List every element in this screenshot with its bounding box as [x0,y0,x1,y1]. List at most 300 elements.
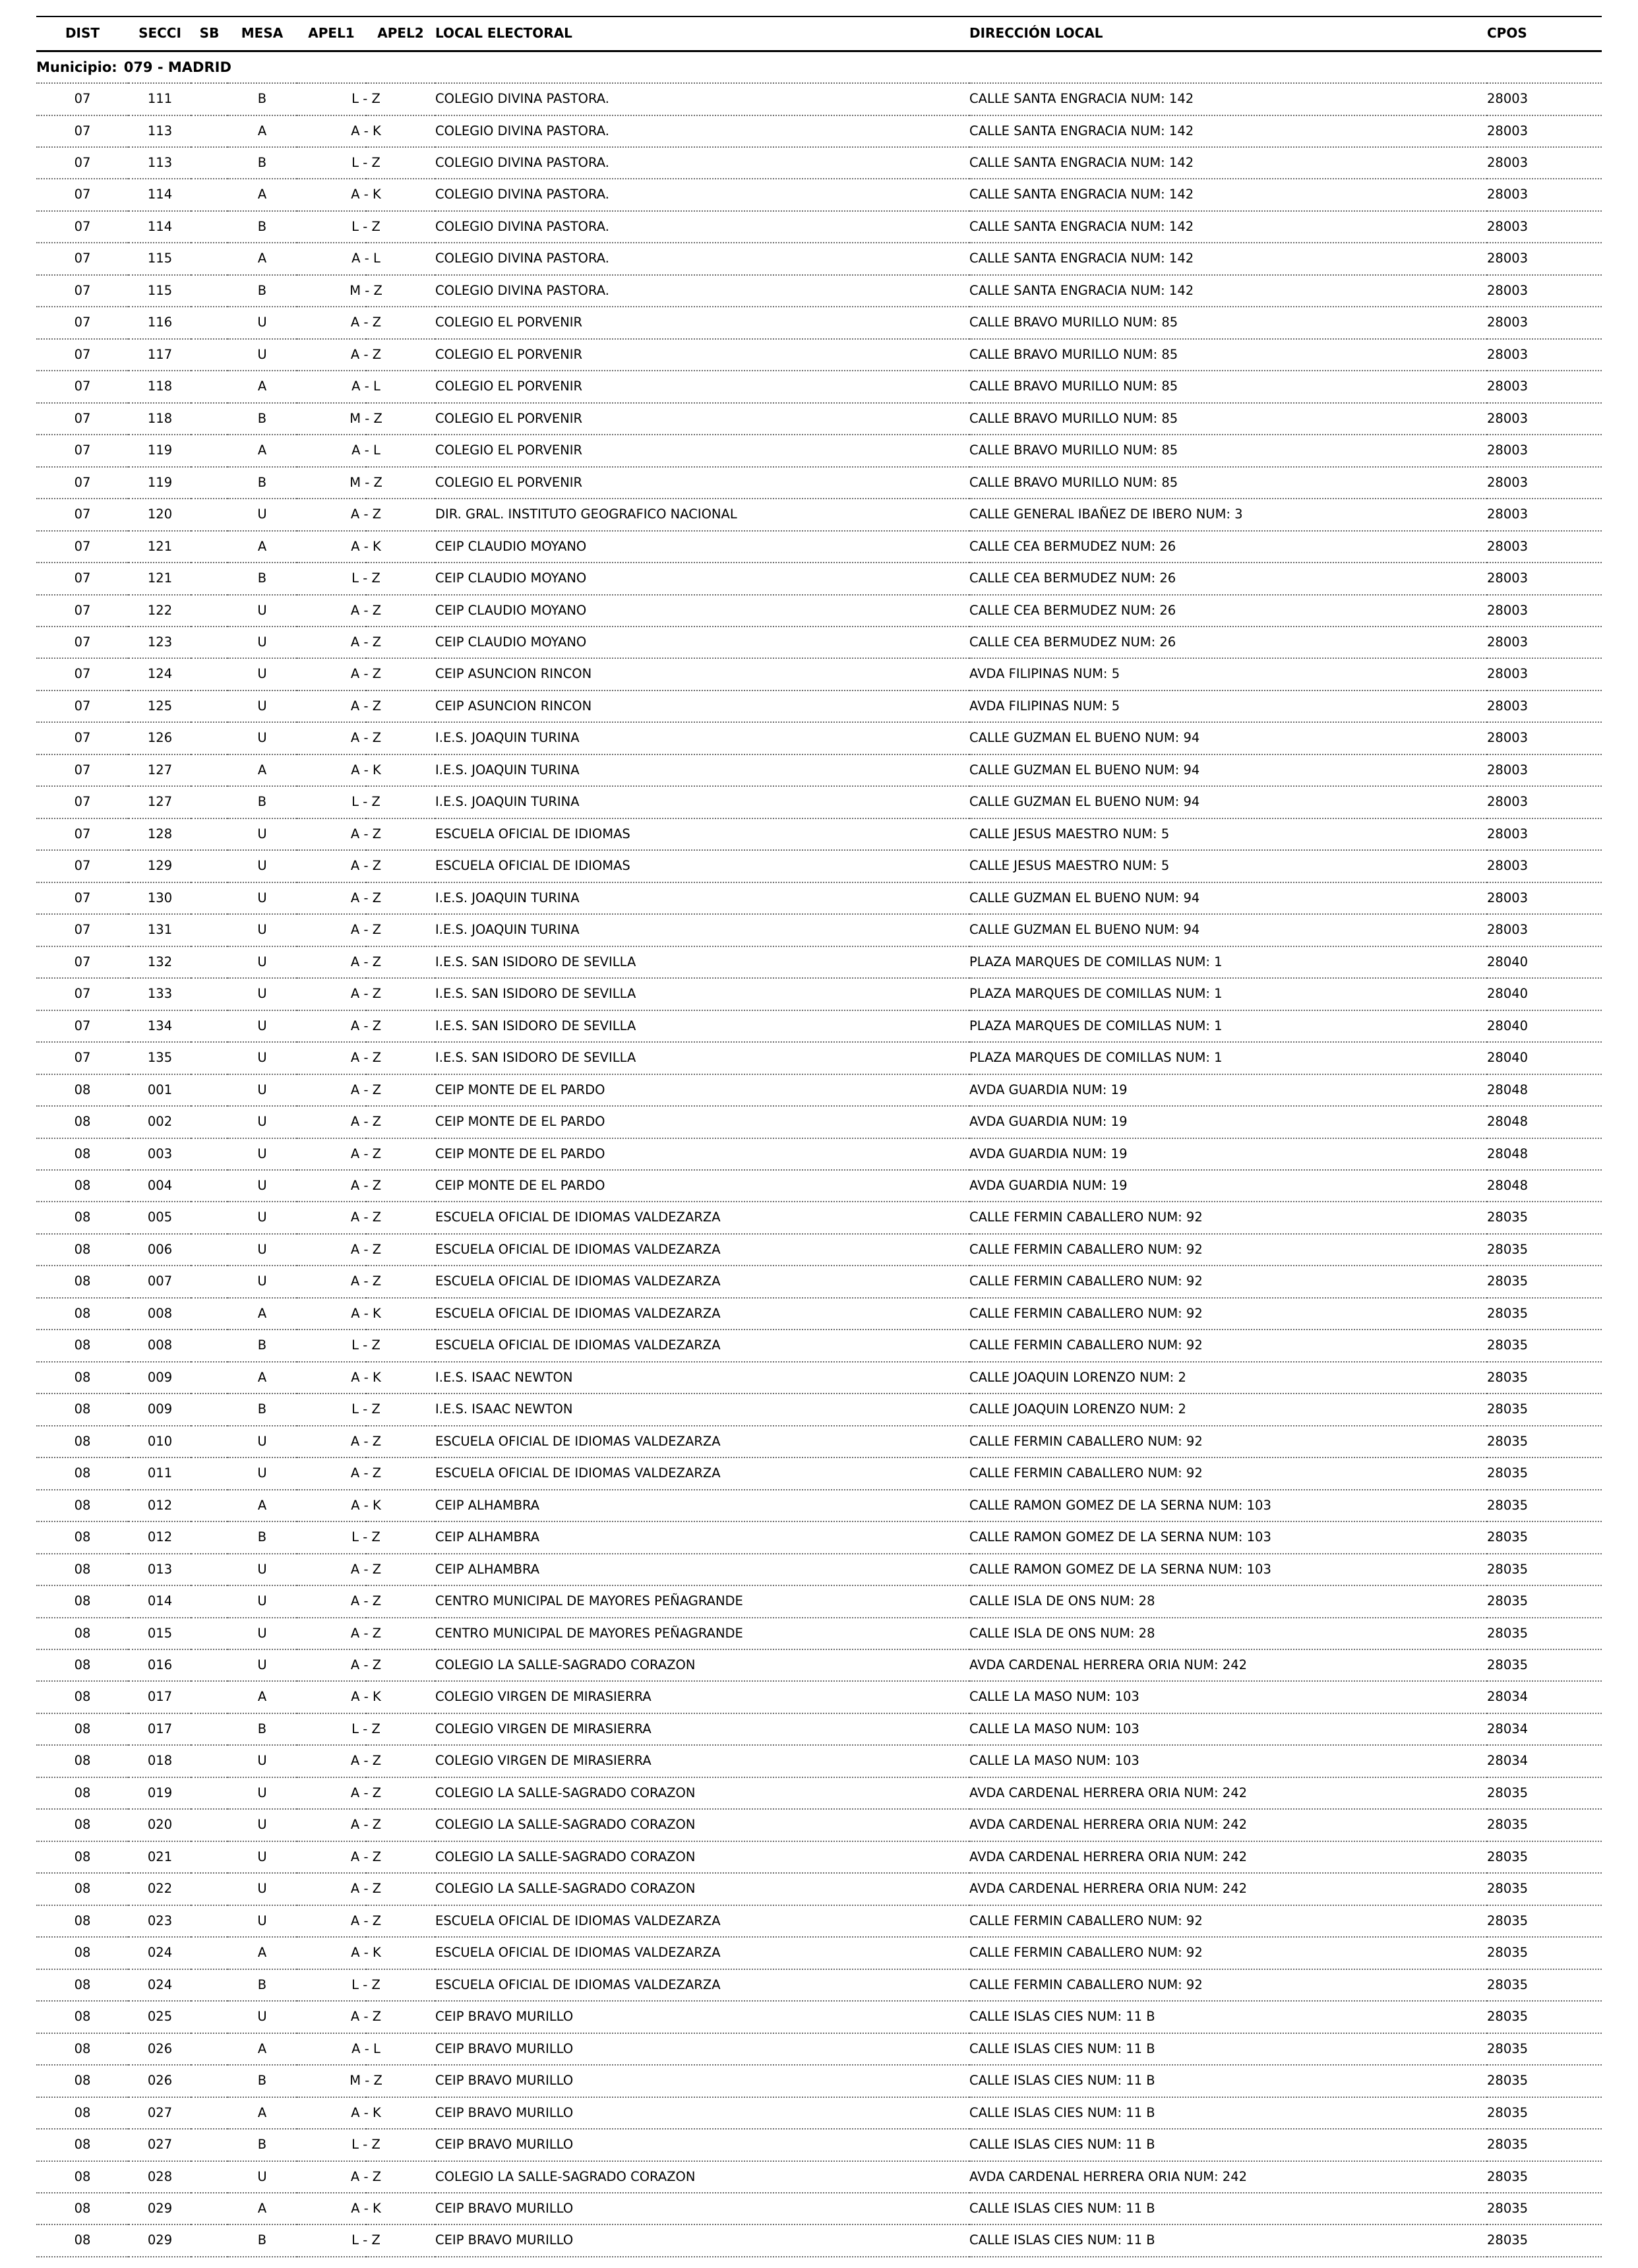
cell-dist: 07 [36,882,129,914]
cell-dist: 07 [36,211,129,243]
table-row [36,1266,1602,1297]
cell-sb [191,850,228,882]
cell-secci: 009 [129,1362,191,1394]
cell-secci: 111 [129,83,191,115]
cell-sb [191,1042,228,1074]
cell-secci: 006 [129,1234,191,1266]
table-row [36,243,1602,274]
cell-cpos: 28035 [1487,2001,1602,2033]
cell-cpos: 28040 [1487,1042,1602,1074]
cell-apel: A - Z [297,1649,435,1681]
cell-sb [191,1585,228,1617]
cell-mesa: U [228,1618,297,1649]
cell-cpos: 28003 [1487,211,1602,243]
cell-direccion: CALLE GENERAL IBAÑEZ DE IBERO NUM: 3 [969,499,1487,530]
cell-secci: 133 [129,978,191,1010]
cell-dist: 07 [36,243,129,274]
table-row [36,722,1602,754]
cell-apel: A - Z [297,818,435,850]
table-row [36,1873,1602,1905]
cell-direccion: CALLE ISLA DE ONS NUM: 28 [969,1585,1487,1617]
cell-dist: 08 [36,1618,129,1649]
cell-apel: A - Z [297,1106,435,1138]
cell-local: COLEGIO DIVINA PASTORA. [435,83,969,115]
cell-cpos: 28003 [1487,339,1602,371]
cell-direccion: CALLE ISLAS CIES NUM: 11 B [969,2001,1487,2033]
cell-dist: 07 [36,179,129,210]
cell-apel: A - K [297,115,435,147]
cell-dist: 07 [36,1042,129,1074]
cell-sb [191,1106,228,1138]
cell-direccion: CALLE FERMIN CABALLERO NUM: 92 [969,1457,1487,1489]
cell-local: CEIP MONTE DE EL PARDO [435,1170,969,1202]
cell-direccion: CALLE ISLAS CIES NUM: 11 B [969,2129,1487,2161]
cell-secci: 121 [129,563,191,594]
cell-sb [191,563,228,594]
cell-dist: 08 [36,1234,129,1266]
cell-dist: 08 [36,1905,129,1937]
cell-mesa: U [228,1106,297,1138]
cell-secci: 126 [129,722,191,754]
cell-mesa: U [228,1170,297,1202]
col-header-mesa: MESA [228,16,297,51]
cell-mesa: B [228,211,297,243]
cell-direccion: CALLE LA MASO NUM: 103 [969,1745,1487,1777]
cell-mesa: A [228,179,297,210]
cell-cpos: 28003 [1487,531,1602,563]
cell-direccion: CALLE BRAVO MURILLO NUM: 85 [969,403,1487,435]
cell-cpos: 28034 [1487,1745,1602,1777]
cell-apel: A - L [297,243,435,274]
table-row [36,2224,1602,2256]
cell-dist: 07 [36,307,129,338]
cell-mesa: U [228,307,297,338]
cell-mesa: B [228,1521,297,1553]
cell-cpos: 28035 [1487,1266,1602,1297]
cell-secci: 005 [129,1202,191,1233]
cell-apel: A - Z [297,1170,435,1202]
cell-cpos: 28035 [1487,1330,1602,1361]
cell-sb [191,1937,228,1969]
cell-apel: A - Z [297,690,435,722]
cell-direccion: CALLE GUZMAN EL BUENO NUM: 94 [969,882,1487,914]
table-row [36,339,1602,371]
cell-secci: 128 [129,818,191,850]
cell-dist: 08 [36,1554,129,1585]
cell-apel: A - Z [297,1042,435,1074]
table-row [36,147,1602,179]
cell-apel: A - L [297,435,435,466]
cell-secci: 134 [129,1010,191,1042]
cell-apel: L - Z [297,147,435,179]
cell-mesa: U [228,1873,297,1905]
cell-local: COLEGIO VIRGEN DE MIRASIERRA [435,1745,969,1777]
cell-cpos: 28035 [1487,2224,1602,2256]
cell-direccion: CALLE LA MASO NUM: 103 [969,1713,1487,1745]
cell-direccion: CALLE GUZMAN EL BUENO NUM: 94 [969,914,1487,946]
table-row [36,1138,1602,1170]
cell-mesa: A [228,531,297,563]
cell-cpos: 28048 [1487,1170,1602,1202]
cell-secci: 129 [129,850,191,882]
cell-sb [191,275,228,307]
cell-direccion: CALLE RAMON GOMEZ DE LA SERNA NUM: 103 [969,1554,1487,1585]
cell-local: I.E.S. ISAAC NEWTON [435,1394,969,1425]
cell-local: CEIP ASUNCION RINCON [435,658,969,690]
cell-direccion: CALLE SANTA ENGRACIA NUM: 142 [969,179,1487,210]
cell-local: I.E.S. JOAQUIN TURINA [435,754,969,786]
table-row [36,2193,1602,2224]
cell-dist: 08 [36,1170,129,1202]
cell-secci: 115 [129,275,191,307]
cell-sb [191,1745,228,1777]
cell-apel: A - Z [297,1457,435,1489]
cell-local: COLEGIO VIRGEN DE MIRASIERRA [435,1681,969,1713]
cell-local: COLEGIO DIVINA PASTORA. [435,243,969,274]
cell-direccion: CALLE FERMIN CABALLERO NUM: 92 [969,1298,1487,1330]
cell-mesa: A [228,243,297,274]
cell-apel: A - K [297,531,435,563]
cell-apel: A - Z [297,658,435,690]
cell-sb [191,147,228,179]
cell-apel: A - K [297,2193,435,2224]
cell-cpos: 28003 [1487,435,1602,466]
cell-cpos: 28003 [1487,882,1602,914]
table-row [36,2161,1602,2193]
cell-secci: 011 [129,1457,191,1489]
table-row [36,1554,1602,1585]
cell-dist: 08 [36,2224,129,2256]
cell-secci: 135 [129,1042,191,1074]
cell-sb [191,1554,228,1585]
cell-direccion: CALLE RAMON GOMEZ DE LA SERNA NUM: 103 [969,1521,1487,1553]
cell-sb [191,1457,228,1489]
cell-cpos: 28035 [1487,1394,1602,1425]
table-row [36,1074,1602,1106]
cell-direccion: CALLE FERMIN CABALLERO NUM: 92 [969,1969,1487,2001]
cell-apel: L - Z [297,1713,435,1745]
cell-sb [191,1426,228,1457]
cell-local: ESCUELA OFICIAL DE IDIOMAS VALDEZARZA [435,1905,969,1937]
cell-dist: 07 [36,563,129,594]
cell-apel: A - Z [297,882,435,914]
cell-dist: 08 [36,1426,129,1457]
table-row [36,2129,1602,2161]
table-row [36,371,1602,402]
cell-mesa: U [228,1905,297,1937]
cell-cpos: 28003 [1487,754,1602,786]
col-header-cpos: CPOS [1487,16,1602,51]
cell-direccion: CALLE GUZMAN EL BUENO NUM: 94 [969,786,1487,818]
cell-apel: A - Z [297,1074,435,1106]
cell-cpos: 28048 [1487,1074,1602,1106]
table-row [36,435,1602,466]
cell-direccion: CALLE SANTA ENGRACIA NUM: 142 [969,211,1487,243]
cell-apel: L - Z [297,2129,435,2161]
cell-mesa: A [228,1681,297,1713]
cell-secci: 023 [129,1905,191,1937]
cell-sb [191,1202,228,1233]
cell-local: CEIP BRAVO MURILLO [435,2193,969,2224]
cell-secci: 121 [129,531,191,563]
cell-local: ESCUELA OFICIAL DE IDIOMAS VALDEZARZA [435,1234,969,1266]
cell-dist: 08 [36,2193,129,2224]
cell-local: I.E.S. SAN ISIDORO DE SEVILLA [435,1042,969,1074]
cell-sb [191,467,228,499]
cell-local: CEIP BRAVO MURILLO [435,2065,969,2097]
cell-cpos: 28035 [1487,1873,1602,1905]
cell-direccion: CALLE FERMIN CABALLERO NUM: 92 [969,1330,1487,1361]
cell-cpos: 28035 [1487,2097,1602,2129]
cell-secci: 118 [129,403,191,435]
cell-direccion: AVDA CARDENAL HERRERA ORIA NUM: 242 [969,1649,1487,1681]
cell-local: CEIP BRAVO MURILLO [435,2129,969,2161]
cell-cpos: 28035 [1487,1585,1602,1617]
cell-apel: A - Z [297,1841,435,1873]
cell-direccion: CALLE RAMON GOMEZ DE LA SERNA NUM: 103 [969,1490,1487,1521]
cell-apel: A - Z [297,946,435,978]
cell-mesa: U [228,1426,297,1457]
cell-secci: 113 [129,115,191,147]
cell-dist: 08 [36,1713,129,1745]
cell-sb [191,1298,228,1330]
cell-direccion: AVDA GUARDIA NUM: 19 [969,1106,1487,1138]
cell-mesa: U [228,1042,297,1074]
cell-dist: 07 [36,275,129,307]
cell-mesa: B [228,786,297,818]
cell-dist: 08 [36,1873,129,1905]
cell-cpos: 28003 [1487,275,1602,307]
cell-secci: 113 [129,147,191,179]
cell-apel: L - Z [297,2224,435,2256]
cell-apel: A - Z [297,339,435,371]
cell-secci: 004 [129,1170,191,1202]
cell-apel: A - Z [297,2001,435,2033]
cell-mesa: U [228,882,297,914]
cell-secci: 029 [129,2193,191,2224]
cell-direccion: CALLE SANTA ENGRACIA NUM: 142 [969,147,1487,179]
cell-apel: A - K [297,1490,435,1521]
cell-cpos: 28003 [1487,914,1602,946]
cell-local: ESCUELA OFICIAL DE IDIOMAS VALDEZARZA [435,1937,969,1969]
cell-apel: A - K [297,179,435,210]
cell-sb [191,307,228,338]
cell-dist: 07 [36,339,129,371]
cell-dist: 08 [36,1362,129,1394]
cell-apel: A - Z [297,978,435,1010]
cell-sb [191,754,228,786]
table-row [36,211,1602,243]
cell-direccion: CALLE JOAQUIN LORENZO NUM: 2 [969,1394,1487,1425]
cell-local: COLEGIO EL PORVENIR [435,435,969,466]
cell-apel: M - Z [297,275,435,307]
cell-cpos: 28003 [1487,563,1602,594]
cell-secci: 132 [129,946,191,978]
cell-apel: A - Z [297,1426,435,1457]
cell-sb [191,83,228,115]
cell-local: COLEGIO VIRGEN DE MIRASIERRA [435,1713,969,1745]
cell-local: CEIP BRAVO MURILLO [435,2097,969,2129]
cell-mesa: B [228,83,297,115]
cell-sb [191,2097,228,2129]
table-row [36,1745,1602,1777]
cell-mesa: U [228,1234,297,1266]
table-row [36,978,1602,1010]
cell-local: CENTRO MUNICIPAL DE MAYORES PEÑAGRANDE [435,1585,969,1617]
cell-mesa: B [228,2224,297,2256]
cell-local: CEIP CLAUDIO MOYANO [435,563,969,594]
cell-direccion: CALLE ISLAS CIES NUM: 11 B [969,2033,1487,2065]
cell-secci: 015 [129,1618,191,1649]
cell-sb [191,1809,228,1841]
cell-cpos: 28035 [1487,1202,1602,1233]
cell-dist: 08 [36,1202,129,1233]
cell-sb [191,2065,228,2097]
cell-secci: 008 [129,1330,191,1361]
cell-mesa: U [228,1841,297,1873]
cell-mesa: A [228,754,297,786]
cell-local: COLEGIO EL PORVENIR [435,307,969,338]
cell-direccion: AVDA CARDENAL HERRERA ORIA NUM: 242 [969,1777,1487,1809]
cell-mesa: B [228,275,297,307]
cell-mesa: U [228,850,297,882]
cell-mesa: B [228,2129,297,2161]
cell-apel: A - K [297,1937,435,1969]
cell-apel: A - L [297,371,435,402]
table-row [36,818,1602,850]
cell-dist: 07 [36,850,129,882]
cell-cpos: 28003 [1487,690,1602,722]
table-row [36,1234,1602,1266]
col-header-local: LOCAL ELECTORAL [435,16,969,51]
cell-cpos: 28035 [1487,1618,1602,1649]
cell-local: CEIP BRAVO MURILLO [435,2033,969,2065]
table-row [36,1809,1602,1841]
cell-direccion: CALLE CEA BERMUDEZ NUM: 26 [969,563,1487,594]
cell-direccion: CALLE FERMIN CABALLERO NUM: 92 [969,1426,1487,1457]
cell-local: I.E.S. SAN ISIDORO DE SEVILLA [435,1010,969,1042]
cell-apel: A - Z [297,722,435,754]
cell-direccion: PLAZA MARQUES DE COMILLAS NUM: 1 [969,978,1487,1010]
cell-mesa: A [228,1298,297,1330]
cell-secci: 118 [129,371,191,402]
cell-dist: 07 [36,690,129,722]
col-header-direccion: DIRECCIÓN LOCAL [969,16,1487,51]
cell-cpos: 28040 [1487,1010,1602,1042]
cell-cpos: 28040 [1487,946,1602,978]
cell-cpos: 28035 [1487,1234,1602,1266]
municipio-value: 079 - MADRID [123,59,231,75]
cell-sb [191,1074,228,1106]
cell-dist: 07 [36,978,129,1010]
col-header-apel2: APEL2 [366,16,435,51]
cell-direccion: AVDA GUARDIA NUM: 19 [969,1170,1487,1202]
cell-local: COLEGIO DIVINA PASTORA. [435,147,969,179]
cell-dist: 08 [36,1266,129,1297]
cell-secci: 010 [129,1426,191,1457]
cell-direccion: PLAZA MARQUES DE COMILLAS NUM: 1 [969,946,1487,978]
cell-sb [191,690,228,722]
table-row [36,1618,1602,1649]
cell-secci: 016 [129,1649,191,1681]
cell-mesa: U [228,946,297,978]
cell-sb [191,1905,228,1937]
cell-secci: 024 [129,1937,191,1969]
cell-cpos: 28003 [1487,467,1602,499]
cell-sb [191,946,228,978]
cell-cpos: 28035 [1487,1362,1602,1394]
cell-direccion: CALLE CEA BERMUDEZ NUM: 26 [969,531,1487,563]
cell-secci: 130 [129,882,191,914]
cell-sb [191,243,228,274]
cell-cpos: 28003 [1487,627,1602,658]
cell-local: CEIP ALHAMBRA [435,1490,969,1521]
cell-direccion: CALLE LA MASO NUM: 103 [969,1681,1487,1713]
cell-apel: A - Z [297,1777,435,1809]
cell-dist: 08 [36,1298,129,1330]
cell-cpos: 28003 [1487,403,1602,435]
cell-apel: M - Z [297,403,435,435]
cell-direccion: PLAZA MARQUES DE COMILLAS NUM: 1 [969,1010,1487,1042]
cell-mesa: U [228,1138,297,1170]
table-row [36,467,1602,499]
cell-secci: 027 [129,2129,191,2161]
cell-sb [191,1618,228,1649]
cell-dist: 08 [36,2129,129,2161]
cell-dist: 07 [36,435,129,466]
cell-mesa: B [228,1713,297,1745]
cell-mesa: A [228,371,297,402]
cell-cpos: 28048 [1487,1138,1602,1170]
cell-direccion: CALLE FERMIN CABALLERO NUM: 92 [969,1905,1487,1937]
table-row [36,307,1602,338]
cell-apel: A - Z [297,2161,435,2193]
cell-cpos: 28040 [1487,978,1602,1010]
cell-direccion: CALLE SANTA ENGRACIA NUM: 142 [969,115,1487,147]
table-row [36,914,1602,946]
cell-cpos: 28035 [1487,1649,1602,1681]
cell-sb [191,1521,228,1553]
cell-secci: 001 [129,1074,191,1106]
cell-secci: 019 [129,1777,191,1809]
cell-sb [191,403,228,435]
cell-sb [191,1969,228,2001]
cell-local: CEIP ALHAMBRA [435,1554,969,1585]
cell-local: ESCUELA OFICIAL DE IDIOMAS VALDEZARZA [435,1969,969,2001]
cell-mesa: A [228,435,297,466]
cell-local: I.E.S. SAN ISIDORO DE SEVILLA [435,978,969,1010]
cell-sb [191,2161,228,2193]
cell-mesa: A [228,1362,297,1394]
cell-local: CENTRO MUNICIPAL DE MAYORES PEÑAGRANDE [435,1618,969,1649]
cell-secci: 119 [129,467,191,499]
cell-local: CEIP BRAVO MURILLO [435,2001,969,2033]
cell-direccion: CALLE ISLAS CIES NUM: 11 B [969,2065,1487,2097]
cell-dist: 08 [36,1585,129,1617]
municipio-cell [36,51,1602,84]
cell-apel: A - Z [297,499,435,530]
cell-sb [191,499,228,530]
cell-secci: 022 [129,1873,191,1905]
cell-mesa: A [228,1937,297,1969]
cell-local: CEIP ASUNCION RINCON [435,690,969,722]
cell-apel: L - Z [297,1394,435,1425]
cell-cpos: 28035 [1487,1841,1602,1873]
cell-mesa: U [228,2001,297,2033]
table-row [36,754,1602,786]
table-row [36,83,1602,115]
cell-sb [191,435,228,466]
